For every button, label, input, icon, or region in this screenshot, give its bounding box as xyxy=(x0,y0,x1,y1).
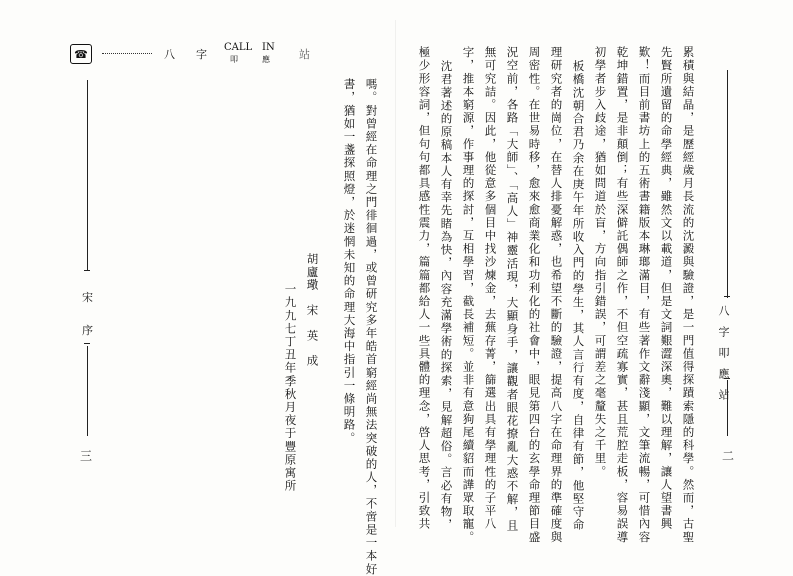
text-column: 累積與結晶，是歷經歲月長流的沈澱與驗證，是一門值得探蹟索隱的科學。然而，古聖 xyxy=(681,46,696,544)
header-station-char: 站 xyxy=(299,48,310,61)
header-in-sub: 應 xyxy=(262,55,270,64)
book-gutter xyxy=(395,20,396,527)
margin-title-char: 宋 xyxy=(82,291,93,304)
text-column: 嗎。對曾經在命理之門徘徊過，或曾研究多年皓首窮經尚無法突破的人，不啻是一本好 xyxy=(364,78,379,576)
text-column: 乾坤錯置，是非顛倒；有些深僻託偶師之作，不但空疏寡實，甚且荒腔走板，容易誤導 xyxy=(615,46,630,544)
date-column: 一九九七丁丑年季秋月夜于豐原寓所 xyxy=(283,283,298,493)
margin-rule-tick xyxy=(84,343,90,344)
text-column: 無可究詰。因此，他從意多個目中找沙煉金，去蕪存菁，篩選出具有學理性的子平八 xyxy=(483,46,498,531)
text-column: 周密性。在世易時移，愈來愈商業化和功利化的社會中，眼見第四台的玄學命理節目盛 xyxy=(527,46,542,544)
margin-rule-top xyxy=(87,80,88,270)
signature-column: 胡廬璥 宋 英 成 xyxy=(305,253,320,368)
page-number-left: 三 xyxy=(80,449,93,463)
text-column: 沈君著述的原稿本人有幸先睹為快，內容充滿學術的探索，見解超俗。言必有物， xyxy=(439,60,454,532)
margin-rule-bottom xyxy=(727,380,728,436)
margin-rule-tick xyxy=(724,296,730,297)
header-in-label: IN xyxy=(262,42,275,53)
text-column: 歎！而目前書坊上的五術書籍版本琳瑯滿目，有些著作文辭淺顯，文筆流暢，可惜內容 xyxy=(637,46,652,544)
text-column: 況空前，各路「大師」、「高人」神靈活現，大顯身手，讓觀者眼花撩亂大惑不解，且 xyxy=(505,46,520,533)
margin-rule-top xyxy=(727,70,728,298)
page-number-right: 二 xyxy=(722,449,735,463)
text-column: 字，推本窮源，作事理的探討，互相學習，截長補短。並非有意狗尾續貂而譁眾取寵。 xyxy=(461,46,476,544)
margin-title-char: 序 xyxy=(82,324,93,337)
margin-rule-tick xyxy=(724,378,730,379)
running-title: 八字叩應站 xyxy=(717,305,730,410)
header-title-char: 字 xyxy=(196,48,207,61)
phone-icon xyxy=(70,44,92,64)
text-column: 板橋沈朝合君乃余在庚午年所收入門的學生，其人言行有度，自律有節，他堅守命 xyxy=(571,60,586,532)
text-column: 書，猶如一盞探照燈，於迷惘未知的命理大海中指引一條明路。 xyxy=(342,78,357,445)
margin-rule-bottom xyxy=(87,346,88,436)
text-column: 先賢所遺留的命學經典，雖然文以載道，但是文詞艱澀深奧，難以理解，讓人望書興 xyxy=(659,46,674,531)
header-call-label: CALL xyxy=(224,42,253,53)
text-column: 理研究者的崗位，在替人排憂解惑，也希望不斷的驗證，提高八字在命理界的準確度與 xyxy=(549,46,564,544)
header-title-char: 八 xyxy=(164,48,175,61)
header-call-sub: 叩 xyxy=(230,55,238,64)
text-column: 極少形容詞，但句句都具感性震力，篇篇都給人一些具體的理念，啓人思考，引致共 xyxy=(417,46,432,531)
header-dotted-rule xyxy=(102,53,152,54)
margin-rule-tick xyxy=(84,270,90,271)
text-column: 初學者步入歧途，猶如問道於盲，方向指引錯誤，可謂差之毫釐失之千里。 xyxy=(593,46,608,479)
phone-glyph: ☎ xyxy=(74,47,88,61)
